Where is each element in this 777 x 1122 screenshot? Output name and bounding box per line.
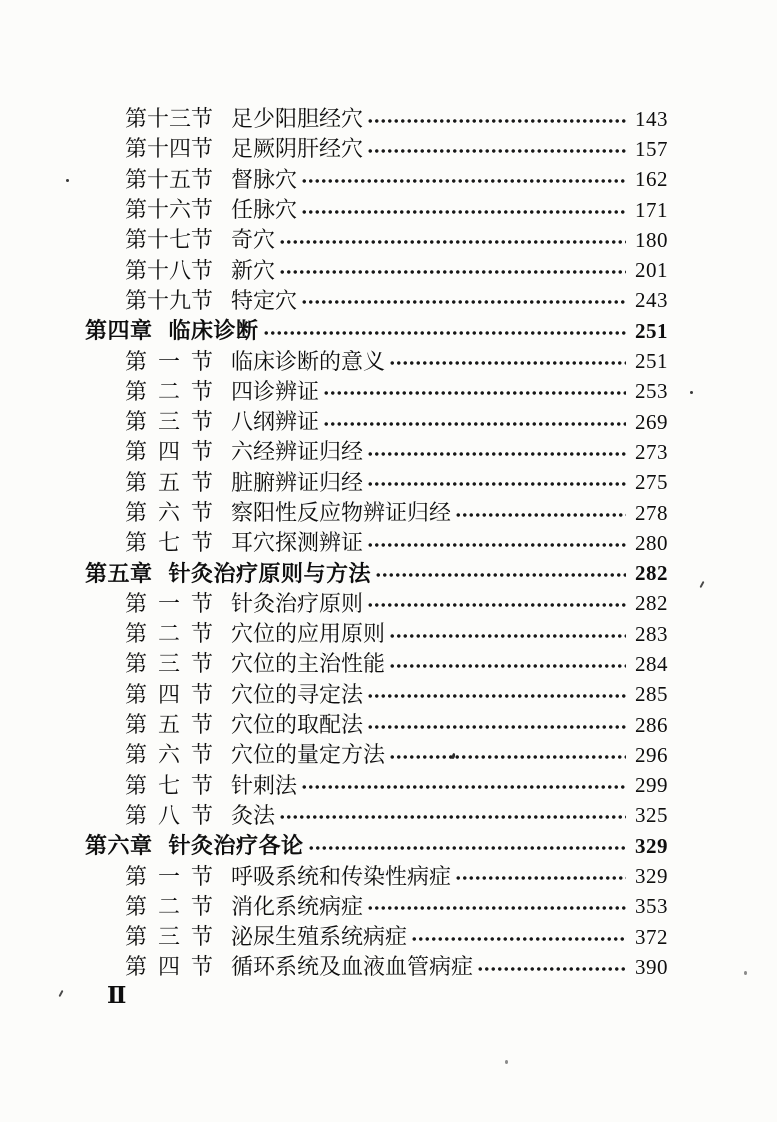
- dot-leader: [367, 724, 626, 730]
- toc-page-number: 284: [635, 651, 668, 676]
- toc-page-number: 275: [635, 470, 668, 495]
- section-number-label: 第十三节: [125, 106, 214, 132]
- section-number-label: 第一节: [125, 590, 213, 616]
- dot-leader: [389, 360, 626, 366]
- toc-section-row: [85, 286, 668, 316]
- section-number-label: 第十八节: [125, 257, 214, 283]
- toc-page-number: 329: [635, 864, 668, 889]
- toc-section-row: [85, 680, 668, 710]
- section-title: 新穴: [231, 257, 276, 283]
- toc-page-number: 286: [635, 712, 668, 737]
- dot-leader: [367, 118, 626, 124]
- dot-leader: [367, 451, 626, 457]
- section-number-label: 第四节: [125, 439, 213, 465]
- toc-section-row: [85, 498, 668, 528]
- toc-section-row: [85, 377, 668, 407]
- toc-section-row: [85, 468, 668, 498]
- section-number-label: 第二节: [125, 378, 213, 404]
- toc-page-number: 299: [635, 773, 668, 798]
- toc-page-number: 180: [635, 227, 668, 252]
- section-title: 临床诊断的意义: [231, 348, 386, 374]
- section-number-label: 第十九节: [125, 287, 214, 313]
- dot-leader: [323, 390, 626, 396]
- dot-leader: [477, 966, 626, 972]
- section-title: 足厥阴肝经穴: [231, 136, 364, 162]
- section-title: 穴位的量定方法: [231, 742, 386, 768]
- dot-leader: [375, 572, 626, 578]
- dot-leader: [367, 542, 626, 548]
- dot-leader: [455, 875, 626, 881]
- dot-leader: [411, 936, 626, 942]
- section-number-label: 第十五节: [125, 166, 214, 192]
- toc-chapter-row: [85, 831, 668, 861]
- section-title: 消化系统病症: [231, 893, 364, 919]
- section-number-label: 第八节: [125, 802, 213, 828]
- section-title: 察阳性反应物辨证归经: [231, 500, 452, 525]
- dot-leader: [367, 693, 626, 699]
- toc-section-row: [85, 710, 668, 740]
- toc-page-number: 372: [635, 924, 668, 949]
- toc-chapter-row: [85, 558, 668, 588]
- toc-page-number: 162: [635, 167, 668, 192]
- scan-artifact-dot: [690, 391, 693, 394]
- section-number-label: 第一节: [125, 348, 213, 374]
- section-number-label: 第三节: [125, 409, 213, 435]
- toc-section-row: [85, 861, 668, 891]
- section-title: 穴位的主治性能: [231, 651, 386, 677]
- section-number-label: 第五节: [125, 712, 213, 738]
- dot-leader: [301, 178, 626, 184]
- scan-artifact-dot: [744, 971, 747, 975]
- chapter-number-label: 第六章: [85, 833, 153, 859]
- toc-section-row: [85, 892, 668, 922]
- dot-leader: [389, 754, 626, 760]
- section-title: 针灸治疗原则: [231, 590, 364, 616]
- toc-section-row: [85, 437, 668, 467]
- toc-page-number: 269: [635, 409, 668, 434]
- toc-page-number: 283: [635, 621, 668, 646]
- toc-page-number: 253: [635, 379, 668, 404]
- dot-leader: [367, 905, 626, 911]
- toc-page-number: 278: [635, 500, 668, 525]
- toc-page-number: 282: [635, 561, 668, 586]
- section-title: 灸法: [231, 802, 276, 828]
- chapter-title: 临床诊断: [168, 318, 259, 344]
- chapter-number-label: 第四章: [85, 318, 153, 344]
- section-title: 督脉穴: [231, 166, 298, 192]
- section-number-label: 第二节: [125, 893, 213, 919]
- section-title: 泌尿生殖系统病症: [231, 924, 408, 950]
- section-title: 脏腑辨证归经: [231, 469, 364, 495]
- dot-leader: [455, 512, 626, 518]
- section-title: 足少阳胆经穴: [231, 106, 364, 132]
- toc-page-number: 329: [635, 833, 668, 858]
- toc-page-number: 282: [635, 591, 668, 616]
- toc-section-row: [85, 104, 668, 134]
- section-title: 呼吸系统和传染性病症: [231, 863, 452, 889]
- section-number-label: 第四节: [125, 954, 213, 980]
- toc-section-row: [85, 165, 668, 195]
- section-title: 穴位的寻定法: [231, 681, 364, 707]
- toc-section-row: [85, 346, 668, 376]
- scan-artifact-dot: [66, 179, 69, 182]
- toc-section-row: [85, 407, 668, 437]
- toc-section-row: [85, 528, 668, 558]
- dot-leader: [301, 209, 626, 215]
- toc-page-number: 325: [635, 803, 668, 828]
- folio-page-number: Ⅱ: [107, 982, 127, 1009]
- toc-section-row: [85, 649, 668, 679]
- toc-section-row: [85, 771, 668, 801]
- section-title: 六经辨证归经: [231, 439, 364, 465]
- dot-leader: [323, 421, 626, 427]
- toc-section-row: [85, 225, 668, 255]
- toc-section-row: [85, 740, 668, 770]
- section-title: 穴位的应用原则: [231, 621, 386, 647]
- dot-leader: [308, 845, 626, 851]
- table-of-contents: [85, 104, 668, 983]
- dot-leader: [367, 481, 626, 487]
- section-number-label: 第五节: [125, 469, 213, 495]
- toc-page-number: 143: [635, 106, 668, 131]
- section-title: 针刺法: [231, 772, 298, 798]
- toc-page-number: 251: [635, 349, 668, 374]
- section-title: 特定穴: [231, 287, 298, 313]
- toc-chapter-row: [85, 316, 668, 346]
- toc-page-number: 251: [635, 318, 668, 343]
- chapter-title: 针灸治疗各论: [168, 833, 304, 859]
- toc-section-row: [85, 589, 668, 619]
- toc-section-row: [85, 195, 668, 225]
- dot-leader: [263, 330, 626, 336]
- section-number-label: 第一节: [125, 863, 213, 889]
- section-title: 耳穴探测辨证: [231, 530, 364, 556]
- toc-page-number: 285: [635, 682, 668, 707]
- toc-page-number: 353: [635, 894, 668, 919]
- section-number-label: 第十七节: [125, 227, 214, 253]
- section-title: 奇穴: [231, 227, 276, 253]
- chapter-number-label: 第五章: [85, 560, 153, 586]
- toc-page-number: 201: [635, 258, 668, 283]
- section-number-label: 第六节: [125, 500, 213, 525]
- section-title: 循环系统及血液血管病症: [231, 954, 474, 980]
- toc-section-row: [85, 134, 668, 164]
- chapter-title: 针灸治疗原则与方法: [168, 560, 372, 586]
- section-title: 穴位的取配法: [231, 712, 364, 738]
- dot-leader: [279, 269, 626, 275]
- section-number-label: 第七节: [125, 530, 213, 556]
- toc-section-row: [85, 801, 668, 831]
- dot-leader: [389, 663, 626, 669]
- section-number-label: 第六节: [125, 742, 213, 768]
- dot-leader: [301, 784, 626, 790]
- toc-section-row: [85, 922, 668, 952]
- section-number-label: 第四节: [125, 681, 213, 707]
- toc-page-number: 171: [635, 197, 668, 222]
- toc-section-row: [85, 952, 668, 982]
- section-title: 八纲辨证: [231, 409, 320, 435]
- scan-artifact-dot: [505, 1060, 508, 1064]
- scan-artifact-tick: [699, 581, 704, 588]
- section-number-label: 第七节: [125, 772, 213, 798]
- toc-page-number: 390: [635, 954, 668, 979]
- section-title: 任脉穴: [231, 197, 298, 223]
- section-number-label: 第三节: [125, 651, 213, 677]
- dot-leader: [367, 602, 626, 608]
- toc-section-row: [85, 255, 668, 285]
- dot-leader: [279, 239, 626, 245]
- toc-page-number: 157: [635, 136, 668, 161]
- toc-page-number: 296: [635, 742, 668, 767]
- section-number-label: 第三节: [125, 924, 213, 950]
- toc-page-number: 243: [635, 288, 668, 313]
- toc-section-row: [85, 619, 668, 649]
- toc-page-number: 273: [635, 439, 668, 464]
- dot-leader: [301, 299, 626, 305]
- section-number-label: 第二节: [125, 621, 213, 647]
- dot-leader: [389, 633, 626, 639]
- dot-leader: [279, 814, 626, 820]
- section-number-label: 第十四节: [125, 136, 214, 162]
- section-number-label: 第十六节: [125, 197, 214, 223]
- scan-artifact-tick: [58, 990, 63, 997]
- toc-page-number: 280: [635, 530, 668, 555]
- section-title: 四诊辨证: [231, 378, 320, 404]
- dot-leader: [367, 148, 626, 154]
